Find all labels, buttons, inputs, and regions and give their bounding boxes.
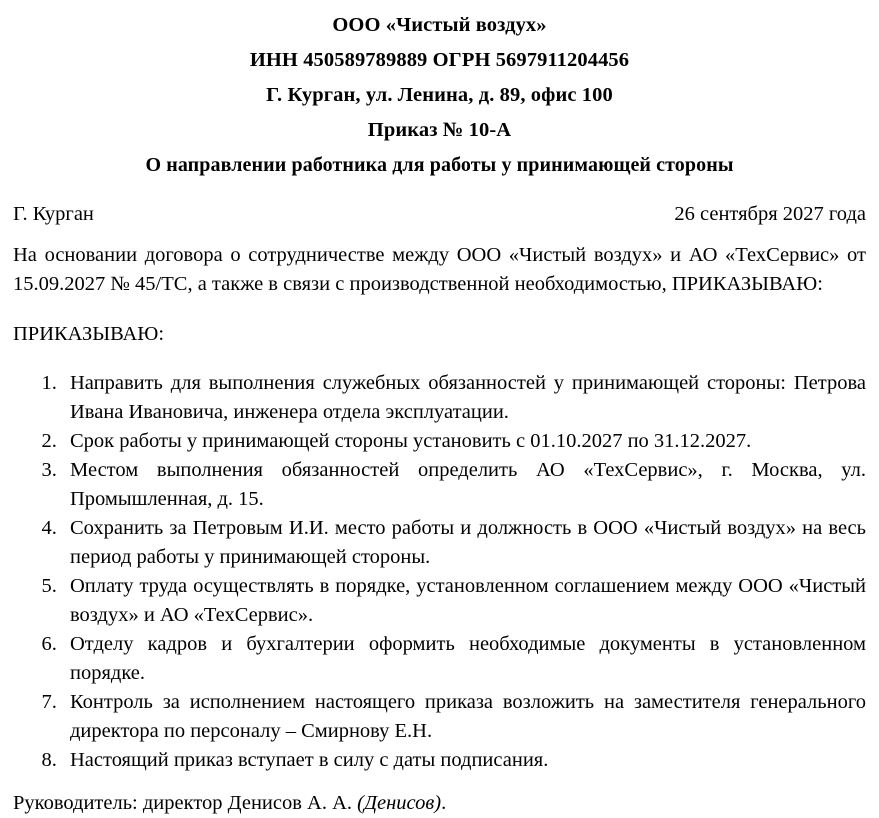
signature-line — [13, 789, 866, 818]
order-item — [62, 369, 866, 427]
place-of-issue: Г. Курган — [13, 203, 94, 225]
place-date-row — [13, 200, 866, 229]
signature-suffix: . — [441, 792, 447, 814]
order-item — [62, 746, 866, 775]
signature-decoded-name: (Денисов) — [357, 792, 442, 814]
order-item — [62, 572, 866, 630]
order-item-text: 3. Местом выполнения обязанностей определить АО «ТехСервис», г. Москва, ул. Промышленная, д. 15. — [70, 459, 866, 510]
order-item-text: 8. Настоящий приказ вступает в силу с даты подписания. — [70, 749, 549, 771]
order-item-text: 4. Сохранить за Петровым И.И. место работы и должность в ООО «Чистый воздух» на весь период работы у принимающей стороны. — [70, 517, 866, 568]
company-address: Г. Курган, ул. Ленина, д. 89, офис 100 — [266, 84, 613, 106]
command-word: ПРИКАЗЫВАЮ: — [13, 322, 165, 345]
order-item — [62, 630, 866, 688]
order-item — [62, 688, 866, 746]
signature-prefix: Руководитель: директор Денисов А. А. — [13, 792, 358, 814]
order-number-title: Приказ № 10-А — [367, 119, 512, 141]
order-subject: О направлении работника для работы у принимающей стороны — [145, 154, 734, 176]
order-item-text: 6. Отделу кадров и бухгалтерии оформить необходимые документы в установленном порядке. — [70, 633, 866, 684]
document-header — [13, 8, 866, 183]
preamble-paragraph: На основании договора о сотрудничестве между ООО «Чистый воздух» и АО «ТехСервис» от 15.09.2027 № 45/ТС, а также в связи с производственной необходимостью, ПРИКАЗЫВАЮ: — [13, 244, 866, 295]
date-of-issue: 26 сентября 2027 года — [674, 203, 866, 225]
order-item-text: 2. Срок работы у принимающей стороны установить с 01.10.2027 по 31.12.2027. — [70, 430, 752, 452]
order-item — [62, 427, 866, 456]
order-item — [62, 456, 866, 514]
order-item — [62, 514, 866, 572]
order-item-text: 7. Контроль за исполнением настоящего приказа возложить на заместителя генерального директора по персоналу – Смирнову Е.Н. — [70, 691, 866, 742]
order-item-text: 1. Направить для выполнения служебных обязанностей у принимающей стороны: Петрова Ивана Ивановича, инженера отдела эксплуатации. — [70, 372, 866, 423]
order-item-text: 5. Оплату труда осуществлять в порядке, установленном соглашением между ООО «Чистый воздух» и АО «ТехСервис». — [70, 575, 866, 626]
registration-numbers: ИНН 450589789889 ОГРН 5697911204456 — [249, 49, 630, 71]
order-items-list — [13, 369, 866, 775]
company-name: ООО «Чистый воздух» — [332, 14, 547, 36]
